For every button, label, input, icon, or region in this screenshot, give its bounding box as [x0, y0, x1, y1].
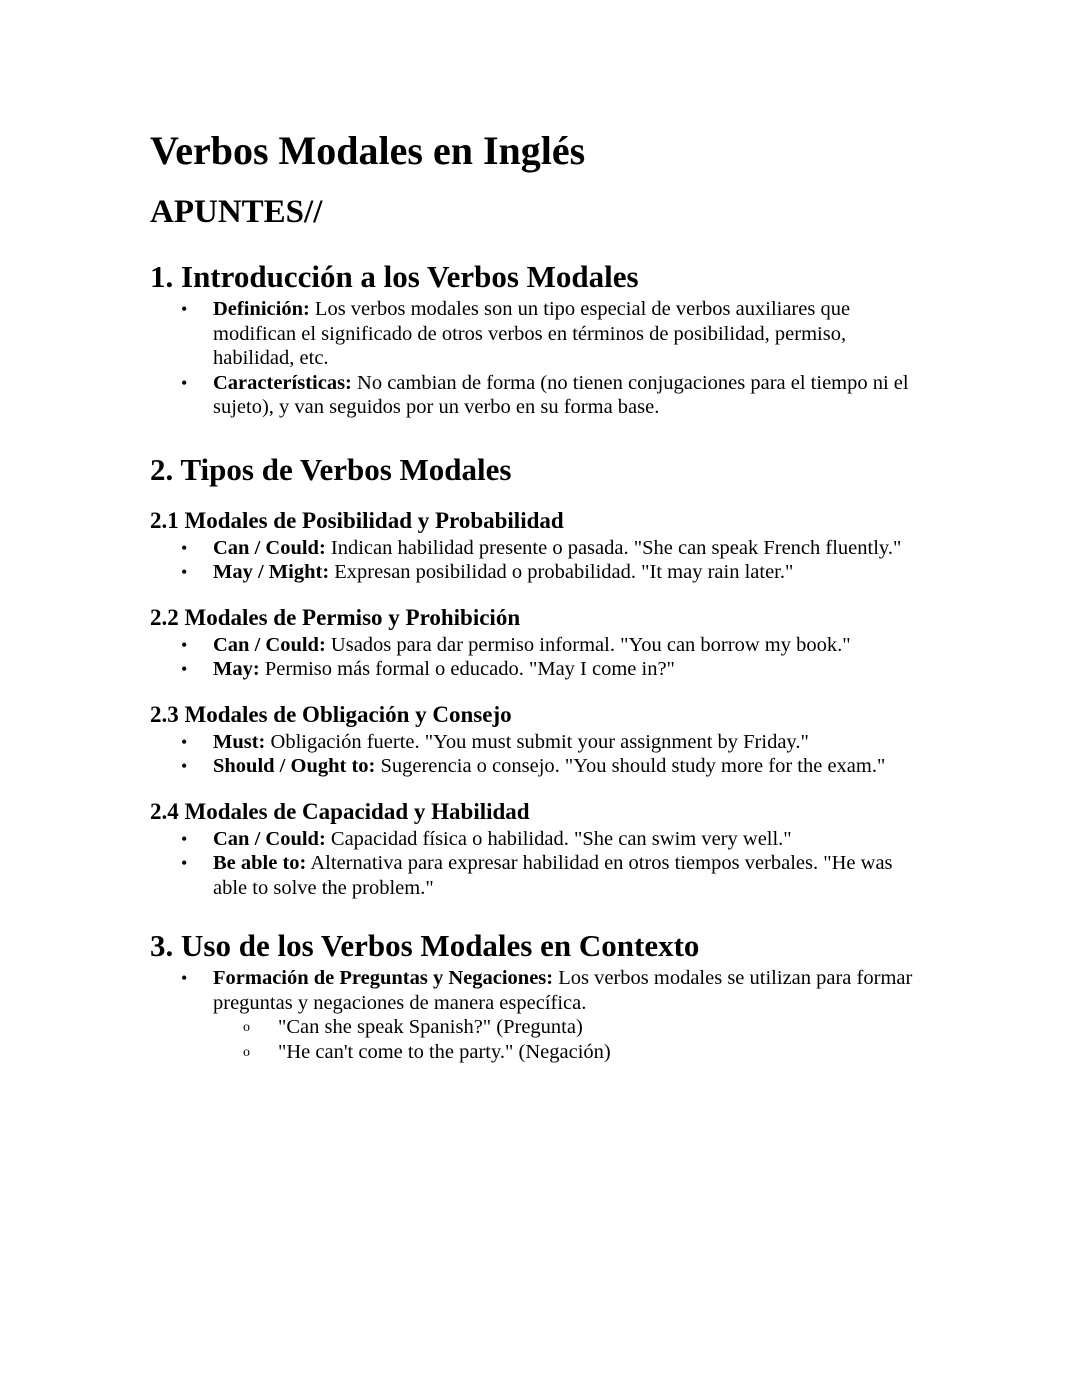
capacity-list — [150, 827, 930, 901]
section-heading-types: 2. Tipos de Verbos Modales — [150, 451, 512, 487]
subsection-heading-possibility: 2.1 Modales de Posibilidad y Probabilidad — [150, 507, 564, 533]
list-item — [150, 297, 930, 371]
definition-text: Los verbos modales son un tipo especial de verbos auxiliares que modifican el significado de otros verbos en términos de posibilidad, permiso, habilidad, etc. — [213, 298, 851, 369]
bullet-icon: • — [181, 968, 188, 988]
subsection-heading-capacity: 2.4 Modales de Capacidad y Habilidad — [150, 798, 530, 824]
example-text: "He can't come to the party." (Negación) — [278, 1040, 611, 1063]
list-item — [150, 966, 930, 1064]
term: Características: — [213, 371, 352, 394]
definition-text: Obligación fuerte. "You must submit your assignment by Friday." — [265, 730, 809, 753]
list-item — [150, 827, 930, 852]
section-heading-intro: 1. Introducción a los Verbos Modales — [150, 259, 639, 294]
context-list — [150, 966, 930, 1064]
list-item — [150, 371, 930, 420]
term: Definición: — [213, 298, 310, 320]
definition-text: Alternativa para expresar habilidad en otros tiempos verbales. "He was able to solve the problem." — [213, 852, 893, 899]
obligation-list — [150, 730, 930, 779]
bullet-icon: • — [181, 828, 188, 849]
definition-text: Capacidad física o habilidad. "She can swim very well." — [325, 827, 792, 850]
term: Should / Ought to: — [213, 755, 376, 777]
permission-list — [150, 633, 930, 682]
bullet-icon: • — [181, 634, 188, 655]
example-item — [213, 1015, 930, 1040]
list-item — [150, 754, 930, 779]
term: Can / Could: — [213, 536, 326, 559]
term: Be able to: — [213, 852, 307, 874]
list-item — [150, 851, 930, 900]
term: Formación de Preguntas y Negaciones: — [213, 967, 554, 989]
circle-bullet-icon: o — [243, 1044, 250, 1060]
definition-text: Los verbos modales se utilizan para formar preguntas y negaciones de manera específica. — [213, 967, 913, 1014]
section-heading-context: 3. Uso de los Verbos Modales en Contexto — [150, 928, 700, 963]
term: May: — [213, 658, 260, 680]
list-item — [150, 536, 930, 561]
document-title: Verbos Modales en Inglés — [150, 128, 586, 173]
definition-text: No cambian de forma (no tienen conjugaciones para el tiempo ni el sujeto), y van seguidos por un verbo en su forma base. — [213, 371, 909, 418]
bullet-icon: • — [181, 299, 188, 319]
definition-text: Permiso más formal o educado. "May I come in?" — [259, 658, 675, 680]
definition-text: Sugerencia o consejo. "You should study more for the exam." — [375, 755, 886, 777]
list-item — [150, 560, 930, 585]
list-item — [150, 657, 930, 682]
term: Can / Could: — [213, 633, 326, 656]
examples-list — [213, 1015, 930, 1064]
example-item — [213, 1040, 930, 1065]
bullet-icon: • — [181, 756, 188, 776]
term: Must: — [213, 730, 266, 753]
subsection-heading-obligation: 2.3 Modales de Obligación y Consejo — [150, 701, 512, 727]
definition-text: Usados para dar permiso informal. "You can borrow my book." — [325, 633, 851, 656]
term: May / Might: — [213, 561, 330, 583]
subsection-heading-permission: 2.2 Modales de Permiso y Prohibición — [150, 604, 521, 630]
intro-list — [150, 297, 930, 420]
bullet-icon: • — [181, 372, 188, 393]
bullet-icon: • — [181, 562, 188, 582]
circle-bullet-icon: o — [243, 1020, 250, 1035]
example-text: "Can she speak Spanish?" (Pregunta) — [278, 1016, 583, 1038]
document-page — [150, 124, 930, 1064]
possibility-list — [150, 536, 930, 585]
list-item — [150, 633, 930, 658]
list-item — [150, 730, 930, 755]
bullet-icon: • — [181, 853, 188, 873]
term: Can / Could: — [213, 827, 326, 850]
bullet-icon: • — [181, 659, 188, 679]
bullet-icon: • — [181, 731, 188, 752]
definition-text: Expresan posibilidad o probabilidad. "It may rain later." — [329, 561, 794, 583]
definition-text: Indican habilidad presente o pasada. "She can speak French fluently." — [325, 536, 902, 559]
bullet-icon: • — [181, 537, 188, 558]
document-subtitle: APUNTES// — [150, 194, 323, 230]
